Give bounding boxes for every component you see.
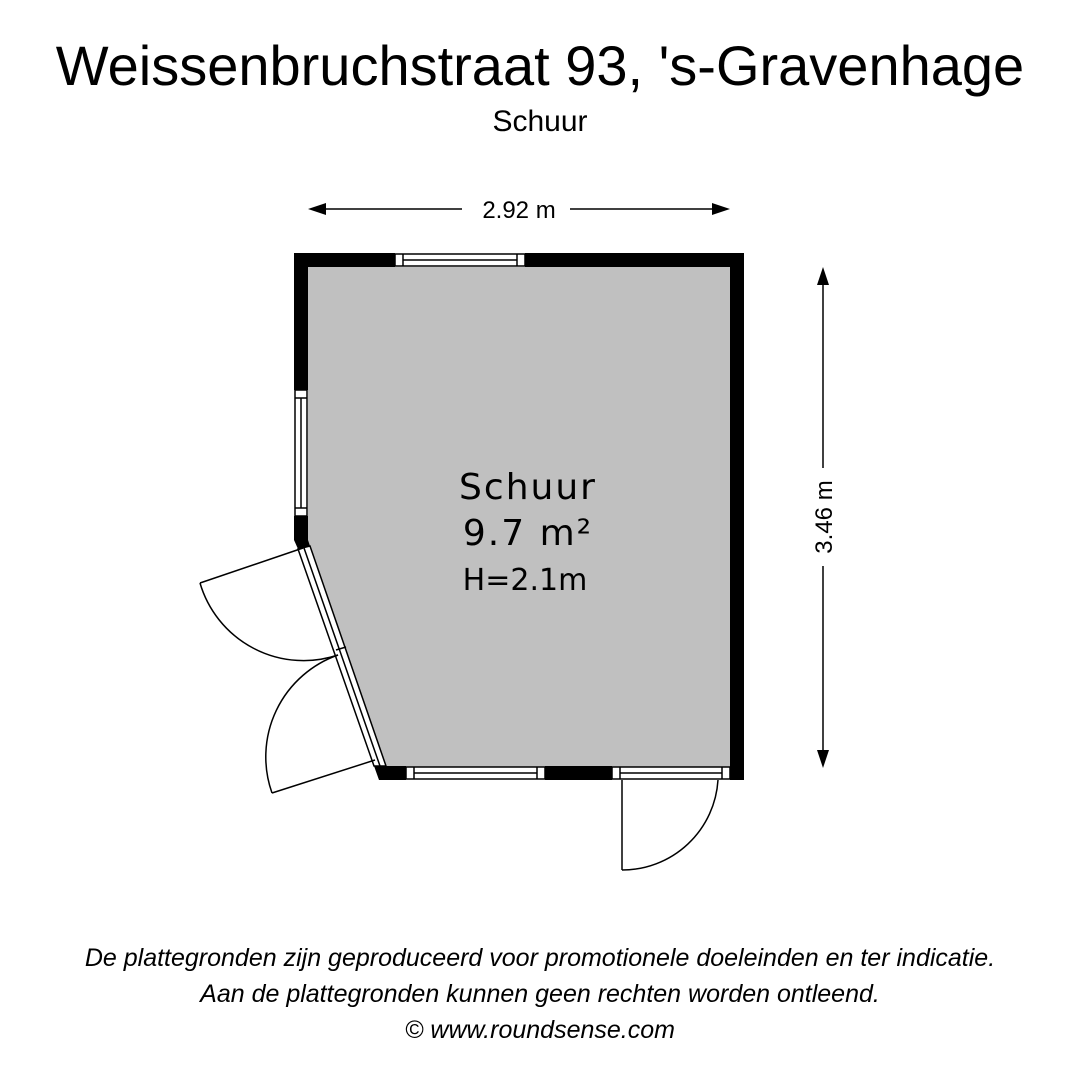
wall-top-left <box>294 253 395 267</box>
wall-bottom-middle <box>545 766 612 780</box>
page-subtitle: Schuur <box>492 105 588 138</box>
disclaimer-line-2: Aan de plattegronden kunnen geen rechten worden ontleend. <box>200 980 880 1008</box>
arrowhead-left <box>308 203 326 215</box>
disclaimer-line-1: De plattegronden zijn geproduceerd voor promotionele doeleinden en ter indicatie. <box>84 944 996 972</box>
page-title: Weissenbruchstraat 93, 's-Gravenhage <box>55 34 1025 97</box>
disclaimer <box>0 940 1080 1048</box>
room-height: H=2.1m <box>462 563 588 598</box>
copyright-line: © www.roundsense.com <box>405 1016 675 1044</box>
depth-dimension-label: 3.46 m <box>811 480 838 554</box>
window-bottom <box>406 767 545 779</box>
door-bottom-leaf <box>622 780 718 870</box>
wall-right <box>730 253 744 780</box>
arrowhead-top <box>817 267 829 285</box>
wall-left-upper <box>294 253 308 390</box>
room-name: Schuur <box>459 467 597 508</box>
arrowhead-bottom <box>817 750 829 768</box>
wall-corner <box>374 766 386 780</box>
depth-dimension <box>811 267 838 768</box>
window-left <box>295 390 307 516</box>
wall-top-right <box>525 253 744 267</box>
window-top <box>395 254 525 266</box>
width-dimension <box>308 197 730 224</box>
door-frame-bottom <box>612 767 730 779</box>
width-dimension-label: 2.92 m <box>482 197 556 224</box>
room-area: 9.7 m² <box>462 513 594 554</box>
wall-left-lower <box>294 516 308 540</box>
arrowhead-right <box>712 203 730 215</box>
